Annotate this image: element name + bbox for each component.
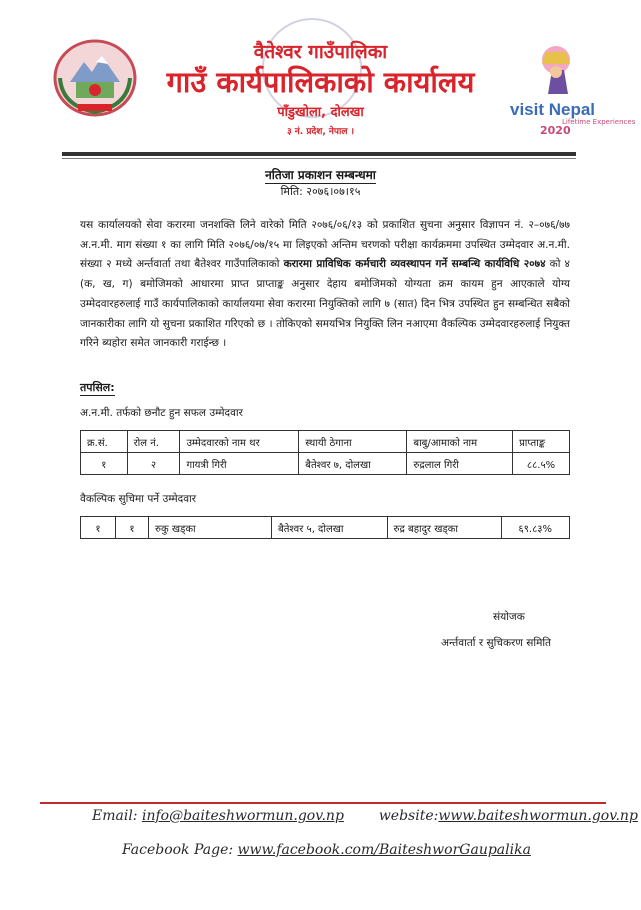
table-row [81, 517, 570, 539]
header-divider-thin [62, 158, 576, 159]
cell: रुद्रलाल गिरी [407, 453, 513, 475]
website-link[interactable]: www.baiteshwormun.gov.np [438, 808, 638, 824]
facebook-link[interactable]: www.facebook.com/BaiteshworGaupalika [237, 842, 531, 858]
header-divider [62, 152, 576, 156]
email-link[interactable]: info@baiteshwormun.gov.np [141, 808, 344, 824]
signatory-committee: अर्न्तवार्ता र सुचिकरण समिति [441, 637, 552, 649]
province-line: ३ नं. प्रदेश, नेपाल । [286, 127, 355, 137]
visit-nepal-tagline: Lifetime Experiences [562, 118, 636, 126]
alternate-candidates-heading: वैकल्पिक सुचिमा पर्ने उम्मेदवार [80, 493, 197, 505]
cell: रुकु खड्का [149, 517, 272, 539]
details-heading: तपसिल: [80, 381, 115, 394]
table-header-row [81, 431, 570, 453]
office-address: पाँडुखोला, दोलखा [277, 105, 364, 120]
cell: रुद्र बहादुर खड्का [387, 517, 501, 539]
cell: १ [116, 517, 149, 539]
footer-divider [40, 802, 606, 804]
header-cell: प्राप्ताङ्क [513, 431, 570, 453]
notice-date: मिति: २०७६।०७।१५ [280, 185, 361, 198]
alternate-candidates-table [80, 516, 570, 539]
footer-contact [92, 808, 638, 824]
selected-candidates-heading: अ.न.मी. तर्फको छनौट हुन सफल उम्मेदवार [80, 407, 243, 419]
cell: ८८.५% [513, 453, 570, 475]
cell: बैतेश्वर ५, दोलखा [272, 517, 388, 539]
office-title: गाउँ कार्यपालिकाको कार्यालय [166, 65, 475, 99]
header-cell: क्र.सं. [81, 431, 128, 453]
cell: १ [81, 517, 116, 539]
visit-nepal-text: visit Nepal [510, 100, 596, 119]
cell: बैतेश्वर ७, दोलखा [299, 453, 407, 475]
table-row [81, 453, 570, 475]
signatory-role: संयोजक [493, 611, 525, 623]
cell: गायत्री गिरी [180, 453, 299, 475]
facebook-label: Facebook Page: [122, 842, 234, 858]
footer-facebook [122, 842, 531, 858]
cell: १ [81, 453, 128, 475]
website-label: website: [378, 808, 439, 824]
header-cell: रोल नं. [127, 431, 180, 453]
notice-title: नतिजा प्रकाशन सम्बन्धमा [265, 168, 376, 182]
cell: ६९.८३% [501, 517, 569, 539]
procedure-name: करारमा प्राविधिक कर्मचारी व्यवस्थापन गर्ने सम्बन्धि कार्यविधि २०७४ [283, 258, 546, 271]
visit-nepal-year: 2020 [540, 124, 571, 137]
visit-nepal-logo [508, 42, 636, 137]
notice-body: यस कार्यालयको सेवा करारमा जनशक्ति लिने वारेको मिति २०७६/०६/१३ को प्रकाशित सुचना अनुसार विज्ञापन नं. २–०७६/७७ अ.न.मी. माग संख्या १ का लागि मिति २०७६/०७/१५ मा लिइएको अन्तिम चरणको परीक्षा कार्यक्रममा उपस्थित उम्मेदवार अ.न.मी. संख्या २ मध्ये अर्न्तवार्ता तथा बैतेश्वर गाउँपालिकाको करारमा प्राविधिक कर्मचारी व्यवस्थापन गर्ने सम्बन्धि कार्यविधि २०७४ को ४ (क, ख, ग) बमोजिमको आधारमा प्राप्त प्राप्ताङ्क अनुसार देहाय बमोजिमको योग्यता क्रम कायम हुन आएकाले योग्य उम्मेदवारहरुलाई गाउँ कार्यपालिकाको कार्यालयमा सेवा करारमा नियुक्तिको लागि ७ (सात) दिन भित्र उपस्थित हुन सम्बन्धित सबैको जानकारीका लागि यो सुचना प्रकाशित गरिएको छ । तोकिएको समयभित्र नियुक्ति लिन नआएमा वैकल्पिक उम्मेदवारहरुलाई नियुक्त गरिने ब्यहोरा समेत जानकारी गराईन्छ । [80, 219, 571, 350]
selected-candidates-table [80, 430, 570, 475]
header-cell: बाबु/आमाको नाम [407, 431, 513, 453]
cell: २ [127, 453, 180, 475]
header-cell: स्थायी ठेगाना [299, 431, 407, 453]
visit-nepal-mascot-icon [508, 42, 608, 98]
header-cell: उम्मेदवारको नाम थर [180, 431, 299, 453]
email-label: Email: [92, 808, 138, 824]
municipality-name: वैतेश्वर गाउँपालिका [253, 41, 388, 63]
